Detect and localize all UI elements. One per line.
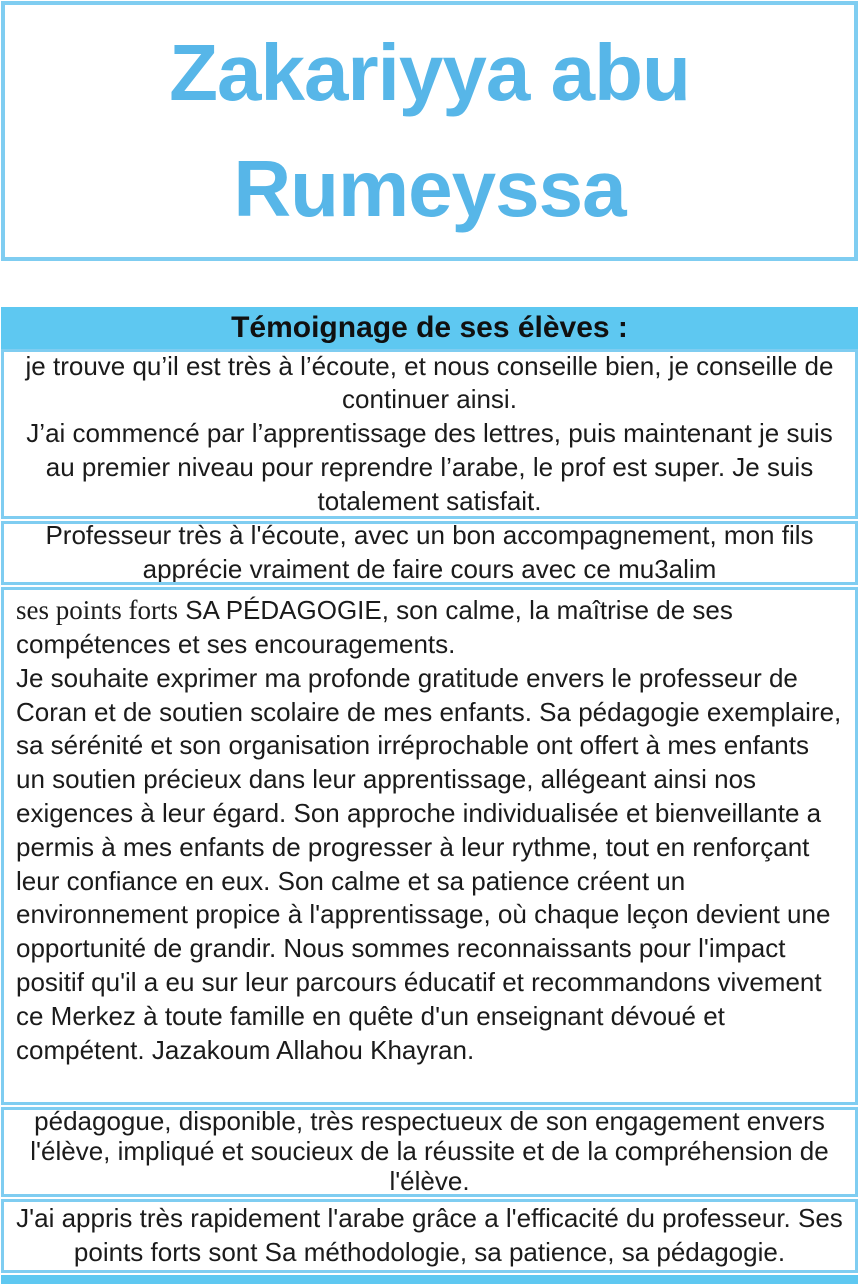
- testimonial-2-text: J’ai commencé par l’apprentissage des lettres, puis maintenant je suis au premier niveau pour reprendre l’arabe, le prof est super. Je suis totalement satisfait.: [26, 418, 833, 516]
- testimonial-box-3: [1, 587, 858, 1105]
- testimonials-header-band: [1, 307, 858, 349]
- page-title: Zakariyya abu Rumeyssa: [169, 28, 690, 233]
- testimonial-box-2: [1, 521, 858, 585]
- testimonial-box-1: [1, 349, 858, 519]
- testimonial-4-gratitude-text: Je souhaite exprimer ma profonde gratitude envers le professeur de Coran et de soutien scolaire de mes enfants. Sa pédagogie exemplaire, sa sérénité et son organisation irréprochable ont offert à mes enfants un soutien précieux dans leur apprentissage, allégeant ainsi nos exigences à leur égard. Son approche individualisée et bienveillante a permis à mes enfants de progresser à leur rythme, tout en renforçant leur confiance en eux. Son calme et sa patience créent un environnement propice à l'apprentissage, où chaque leçon devient une opportunité de grandir. Nous sommes reconnaissants pour l'impact positif qu'il a eu sur leur parcours éducatif et recommandons vivement ce Merkez à toute famille en quête d'un enseignant dévoué et compétent. Jazakoum Allahou Khayran.: [16, 662, 842, 1065]
- testimonials-header: Témoignage de ses élèves :: [231, 311, 628, 344]
- strong-points-list: SA PÉDAGOGIE, son calme, la maîtrise de ses compétences et ses encouragements.: [16, 595, 733, 660]
- testimonial-5-text: pédagogue, disponible, très respectueux de son engagement envers l'élève, impliqué et soucieux de la réussite et de la compréhension de l'élève.: [30, 1107, 829, 1196]
- testimonial-3-text: Professeur très à l'écoute, avec un bon accompagnement, mon fils apprécie vraiment de faire cours avec ce mu3alim: [45, 521, 814, 584]
- testimonial-box-4: [1, 1107, 858, 1197]
- testimonial-4-intro: [16, 593, 845, 662]
- testimonial-1-text: je trouve qu’il est très à l’écoute, et nous conseille bien, je conseille de continuer ainsi.: [25, 350, 834, 415]
- testimonial-6-text: J'ai appris très rapidement l'arabe grâce a l'efficacité du professeur. Ses points forts sont Sa méthodologie, sa patience, sa pédagogie.: [16, 1203, 843, 1267]
- title-gap: [1, 261, 858, 307]
- strong-points-label: ses points forts: [16, 595, 178, 625]
- title-box: [1, 1, 858, 261]
- testimonial-box-5: [1, 1199, 858, 1273]
